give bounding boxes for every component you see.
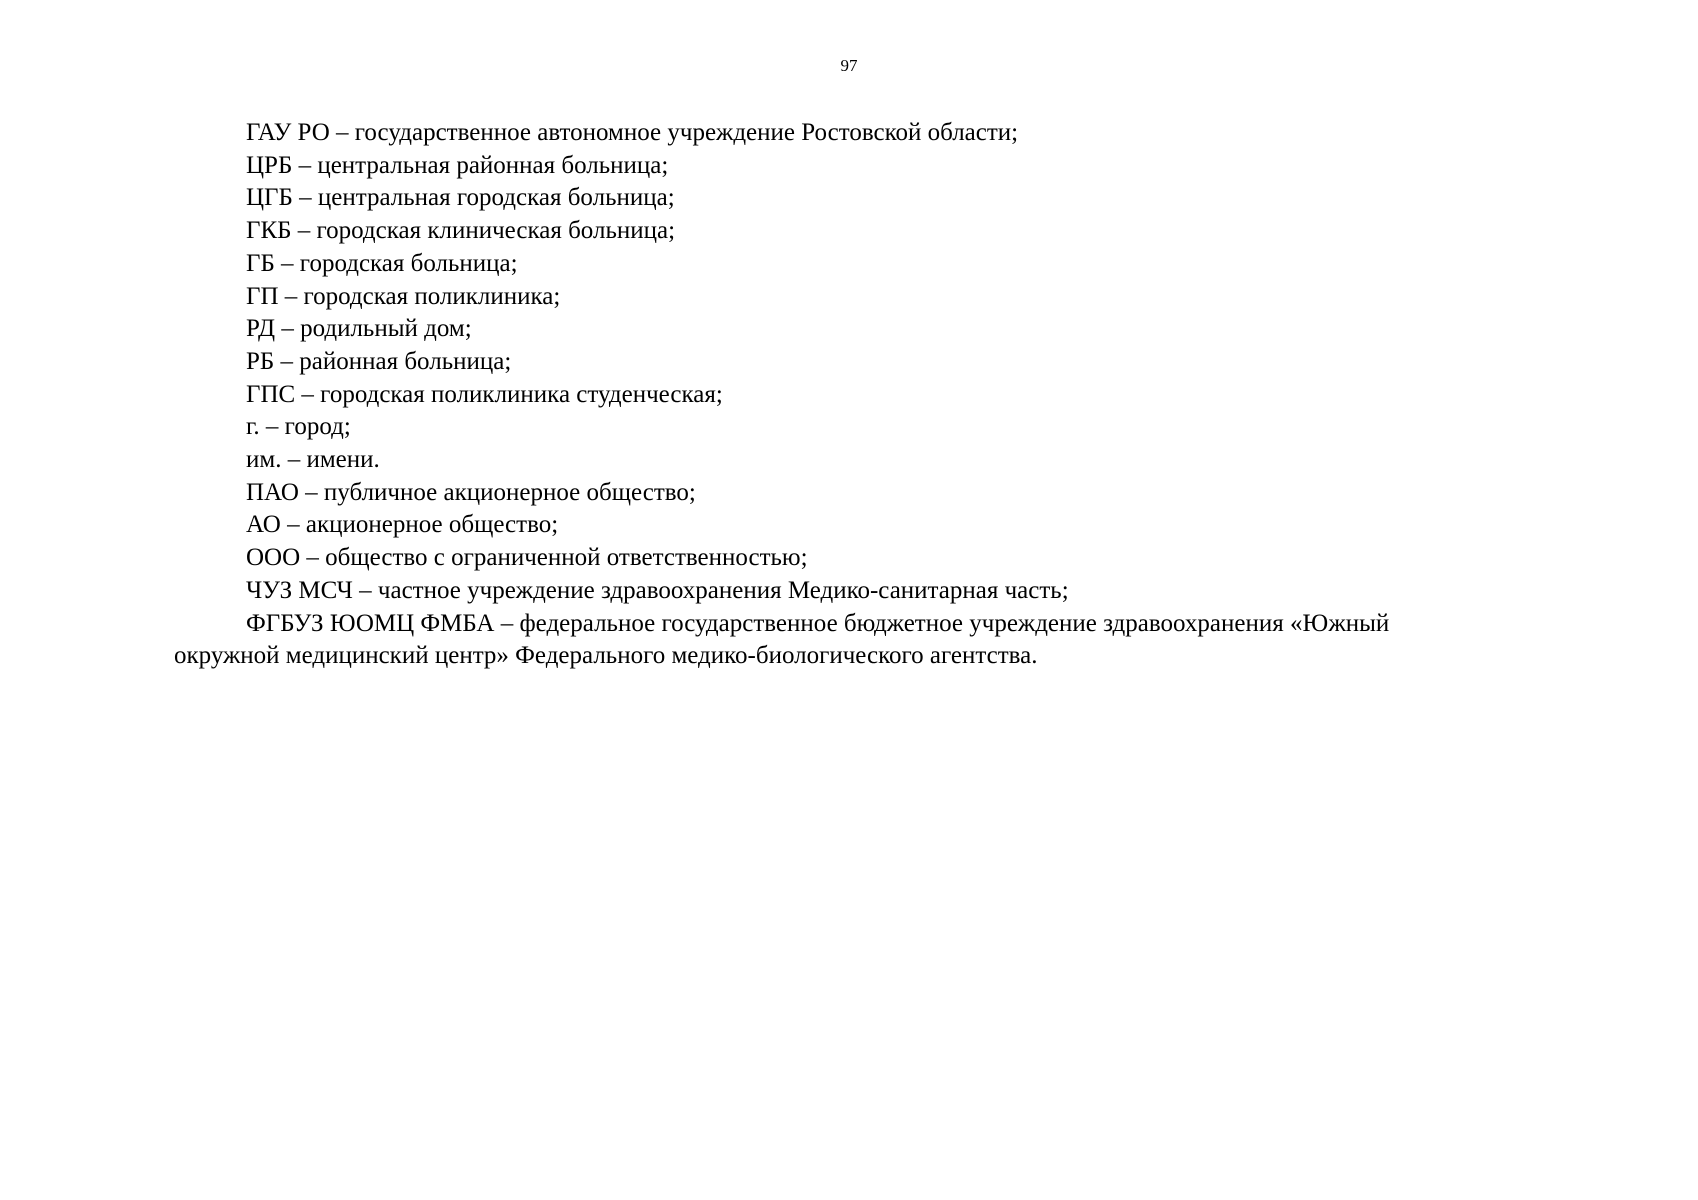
abbreviation-list (174, 117, 1474, 673)
abbreviation-item: АО – акционерное общество; (246, 511, 559, 539)
abbreviation-item: ГПС – городская поликлиника студенческая; (246, 380, 723, 408)
abbreviation-item: ООО – общество с ограниченной ответственностью; (246, 544, 808, 572)
abbreviation-item: ГБ – городская больница; (246, 249, 518, 277)
abbreviation-item: РД – родильный дом; (246, 315, 472, 343)
abbreviation-item: ГП – городская поликлиника; (246, 282, 561, 310)
abbreviation-item: ФГБУЗ ЮОМЦ ФМБА – федеральное государственное бюджетное учреждение здравоохранения «Южный окружной медицинский центр» Федерального медико-биологического агентства. (174, 609, 1390, 670)
abbreviation-item: ПАО – публичное акционерное общество; (246, 478, 696, 506)
abbreviation-item: им. – имени. (246, 446, 380, 474)
abbreviation-item: ГКБ – городская клиническая больница; (246, 217, 676, 245)
abbreviation-item: ЦРБ – центральная районная больница; (246, 151, 669, 179)
page-number: 97 (840, 56, 858, 75)
abbreviation-item: ЦГБ – центральная городская больница; (246, 184, 675, 212)
abbreviation-item: ЧУЗ МСЧ – частное учреждение здравоохранения Медико-санитарная часть; (246, 576, 1069, 604)
abbreviation-item: ГАУ РО – государственное автономное учреждение Ростовской области; (246, 119, 1019, 146)
abbreviation-item: г. – город; (246, 413, 351, 441)
abbreviation-item: РБ – районная больница; (246, 347, 512, 375)
